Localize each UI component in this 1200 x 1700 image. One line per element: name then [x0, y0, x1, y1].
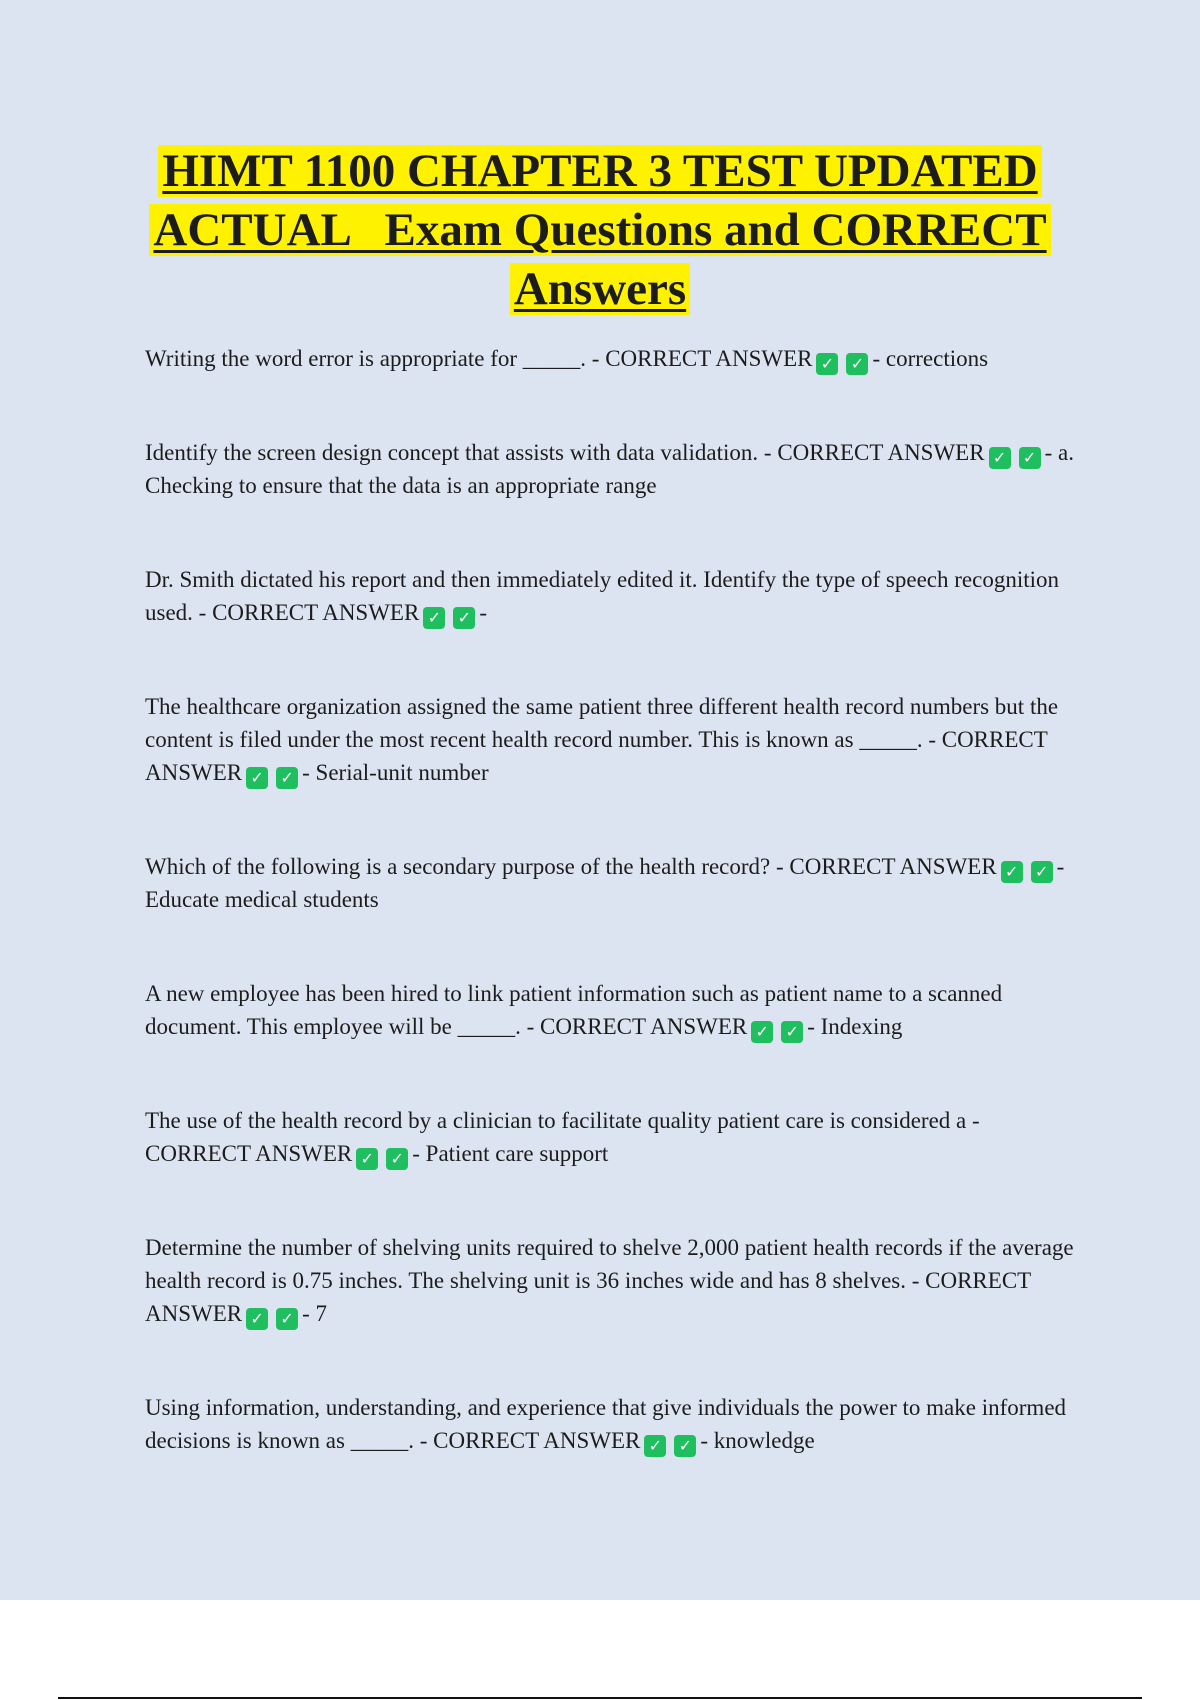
check-mark-icon: ✓ — [846, 353, 868, 375]
answer-text: - 7 — [302, 1301, 328, 1326]
check-mark-icon: ✓ — [276, 1308, 298, 1330]
question-text: The use of the health record by a clinician to facilitate quality patient care is considered a - — [145, 1108, 980, 1133]
answer-text: - Serial-unit number — [302, 760, 489, 785]
question-answer-list — [145, 342, 1080, 1518]
check-mark-icon: ✓ — [1019, 447, 1041, 469]
answer-text: - corrections — [872, 346, 989, 371]
qa-item — [145, 1104, 1080, 1170]
answer-marker: CORRECT ANSWER — [145, 1141, 353, 1166]
document-title — [100, 142, 1100, 319]
qa-item — [145, 977, 1080, 1043]
check-mark-icon: ✓ — [674, 1435, 696, 1457]
question-text: Using information, understanding, and experience that give individuals the power to make informed decisions is known as _____. - — [145, 1395, 1067, 1453]
check-mark-icon: ✓ — [386, 1148, 408, 1170]
title-highlight: HIMT 1100 CHAPTER 3 TEST UPDATED — [158, 145, 1041, 197]
question-text: Identify the screen design concept that assists with data validation. - — [145, 440, 772, 465]
qa-item — [145, 690, 1080, 789]
answer-marker: CORRECT ANSWER — [212, 600, 420, 625]
title-highlight: ACTUAL Exam Questions and CORRECT — [149, 204, 1050, 256]
question-text: Determine the number of shelving units required to shelve 2,000 patient health records if the average health record is 0.75 inches. The shelving unit is 36 inches wide and has 8 shelves. - — [145, 1235, 1074, 1293]
answer-marker: CORRECT ANSWER — [777, 440, 985, 465]
qa-item — [145, 563, 1080, 629]
check-mark-icon: ✓ — [644, 1435, 666, 1457]
check-mark-icon: ✓ — [816, 353, 838, 375]
check-mark-icon: ✓ — [1031, 861, 1053, 883]
check-mark-icon: ✓ — [423, 607, 445, 629]
check-mark-icon: ✓ — [989, 447, 1011, 469]
qa-item — [145, 1391, 1080, 1457]
answer-text: - knowledge — [700, 1428, 815, 1453]
answer-marker: CORRECT ANSWER — [145, 727, 1048, 785]
check-mark-icon: ✓ — [1001, 861, 1023, 883]
title-highlight: Answers — [510, 263, 690, 315]
check-mark-icon: ✓ — [276, 767, 298, 789]
answer-text: - — [479, 600, 487, 625]
qa-item — [145, 1231, 1080, 1330]
title-line — [100, 201, 1100, 260]
check-mark-icon: ✓ — [246, 767, 268, 789]
check-mark-icon: ✓ — [781, 1021, 803, 1043]
title-line — [100, 260, 1100, 319]
answer-text: - Patient care support — [412, 1141, 609, 1166]
answer-marker: CORRECT ANSWER — [145, 1268, 1031, 1326]
qa-item — [145, 850, 1080, 916]
answer-marker: CORRECT ANSWER — [539, 1014, 748, 1039]
question-text: Which of the following is a secondary purpose of the health record? - — [145, 854, 784, 879]
answer-marker: CORRECT ANSWER — [605, 346, 813, 371]
check-mark-icon: ✓ — [246, 1308, 268, 1330]
answer-marker: CORRECT ANSWER — [789, 854, 997, 879]
question-text: A new employee has been hired to link patient information such as patient name to a scanned document. This employee will be _____. - — [145, 981, 1003, 1039]
check-mark-icon: ✓ — [453, 607, 475, 629]
answer-text: - Educate medical students — [145, 854, 1065, 912]
answer-text: - a. Checking to ensure that the data is an appropriate range — [145, 440, 1074, 498]
bottom-divider — [58, 1697, 1142, 1699]
answer-marker: CORRECT ANSWER — [433, 1428, 641, 1453]
qa-item — [145, 436, 1080, 502]
question-text: Dr. Smith dictated his report and then immediately edited it. Identify the type of speech recognition used. - — [145, 567, 1060, 625]
qa-item — [145, 342, 1080, 375]
check-mark-icon: ✓ — [356, 1148, 378, 1170]
title-line — [100, 142, 1100, 201]
question-text: The healthcare organization assigned the same patient three different health record numbers but the content is filed under the most recent health record number. This is known as _____. - — [145, 694, 1059, 752]
answer-text: - Indexing — [807, 1014, 903, 1039]
check-mark-icon: ✓ — [751, 1021, 773, 1043]
question-text: Writing the word error is appropriate for _____. - — [145, 346, 600, 371]
